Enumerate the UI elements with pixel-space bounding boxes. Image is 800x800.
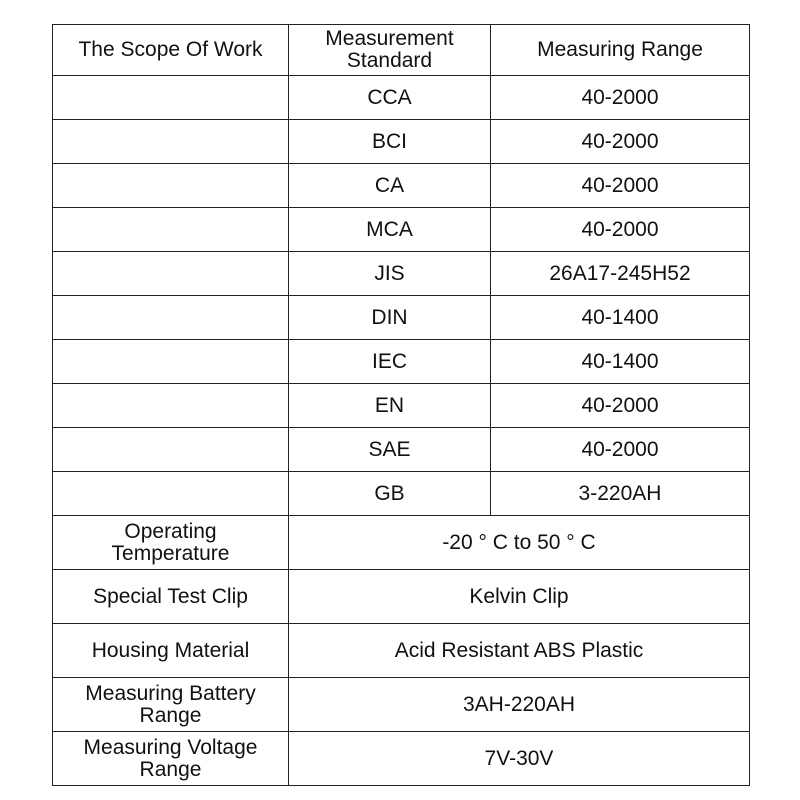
standard-name: IEC [289, 340, 491, 384]
header-standard-line1: Measurement [325, 27, 454, 50]
housing-material-label: Housing Material [53, 624, 289, 678]
table-row [53, 164, 750, 208]
standard-range: 40-2000 [491, 120, 750, 164]
scope-cell-empty [53, 428, 289, 472]
table-row [53, 120, 750, 164]
header-standard [289, 25, 491, 76]
table-row [53, 428, 750, 472]
table-header-row [53, 25, 750, 76]
standard-name: SAE [289, 428, 491, 472]
header-scope: The Scope Of Work [53, 25, 289, 76]
standard-range: 40-2000 [491, 76, 750, 120]
standard-name: CA [289, 164, 491, 208]
table-row [53, 384, 750, 428]
scope-cell-empty [53, 208, 289, 252]
header-standard-line2: Standard [346, 49, 433, 72]
standard-name: EN [289, 384, 491, 428]
scope-cell-empty [53, 340, 289, 384]
standard-range: 3-220AH [491, 472, 750, 516]
scope-cell-empty [53, 296, 289, 340]
housing-material-row [53, 624, 750, 678]
scope-cell-empty [53, 252, 289, 296]
battery-range-value: 3AH-220AH [289, 678, 750, 732]
table-row [53, 76, 750, 120]
standard-range: 40-2000 [491, 428, 750, 472]
voltage-range-label [53, 732, 289, 786]
header-range: Measuring Range [491, 25, 750, 76]
operating-temperature-label-line2: Temperature [111, 541, 230, 565]
voltage-range-row [53, 732, 750, 786]
battery-range-label-line1: Measuring Battery [85, 681, 256, 705]
standard-range: 40-2000 [491, 384, 750, 428]
battery-range-label [53, 678, 289, 732]
voltage-range-label-line2: Range [139, 757, 202, 781]
standard-name: MCA [289, 208, 491, 252]
table-row [53, 208, 750, 252]
operating-temperature-label-line1: Operating [124, 519, 217, 543]
voltage-range-value: 7V-30V [289, 732, 750, 786]
scope-cell-empty [53, 164, 289, 208]
test-clip-value: Kelvin Clip [289, 570, 750, 624]
operating-temperature-label [53, 516, 289, 570]
standard-range: 40-1400 [491, 340, 750, 384]
test-clip-label: Special Test Clip [53, 570, 289, 624]
table-row [53, 472, 750, 516]
table-row [53, 340, 750, 384]
operating-temperature-row [53, 516, 750, 570]
standard-name: DIN [289, 296, 491, 340]
standard-range: 40-2000 [491, 208, 750, 252]
standard-name: BCI [289, 120, 491, 164]
battery-range-label-line2: Range [139, 703, 202, 727]
standard-name: CCA [289, 76, 491, 120]
table-row [53, 252, 750, 296]
standard-range: 26A17-245H52 [491, 252, 750, 296]
housing-material-value: Acid Resistant ABS Plastic [289, 624, 750, 678]
spec-table [52, 24, 750, 786]
scope-cell-empty [53, 472, 289, 516]
standard-range: 40-1400 [491, 296, 750, 340]
scope-cell-empty [53, 384, 289, 428]
table-row [53, 296, 750, 340]
battery-range-row [53, 678, 750, 732]
voltage-range-label-line1: Measuring Voltage [83, 735, 258, 759]
test-clip-row [53, 570, 750, 624]
standard-name: GB [289, 472, 491, 516]
scope-cell-empty [53, 76, 289, 120]
operating-temperature-value: -20 ° C to 50 ° C [289, 516, 750, 570]
standard-name: JIS [289, 252, 491, 296]
scope-cell-empty [53, 120, 289, 164]
standard-range: 40-2000 [491, 164, 750, 208]
